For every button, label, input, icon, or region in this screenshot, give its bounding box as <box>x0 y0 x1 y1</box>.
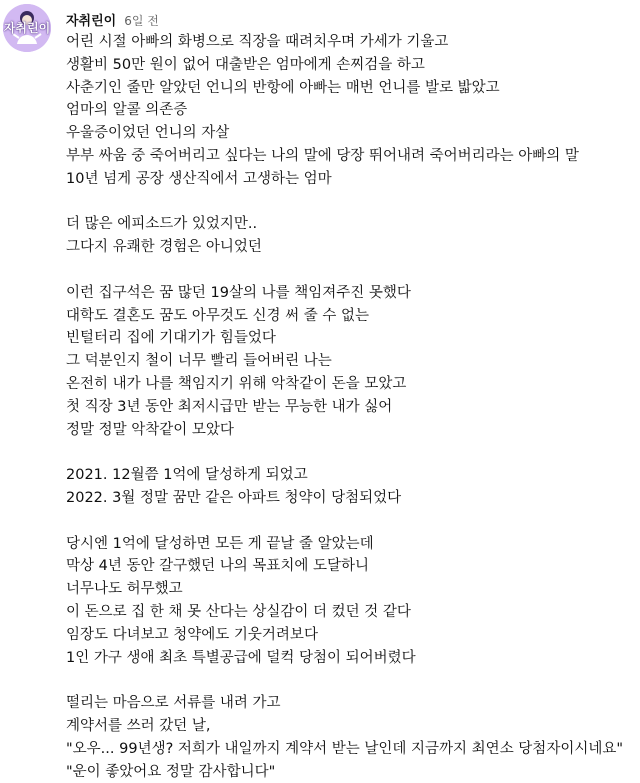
comment-line: 온전히 내가 나를 책임지기 위해 악착같이 돈을 모았고 <box>66 373 636 396</box>
comment-line: 엄마의 알콜 의존증 <box>66 99 636 122</box>
comment-line: 우울증이었던 언니의 자살 <box>66 122 636 145</box>
blank-line <box>66 191 636 214</box>
avatar-label: 자취린이 <box>3 19 51 36</box>
comment-line: 막상 4년 동안 갈구했던 나의 목표치에 도달하니 <box>66 555 636 578</box>
comment-line: 그다지 유쾌한 경험은 아니었던 <box>66 236 636 259</box>
comment-line: 2021. 12월쯤 1억에 달성하게 되었고 <box>66 464 636 487</box>
comment-line: 당시엔 1억에 달성하면 모든 게 끝날 줄 알았는데 <box>66 533 636 556</box>
comment-line: 대학도 결혼도 꿈도 아무것도 신경 써 줄 수 없는 <box>66 305 636 328</box>
comment-line: 사춘기인 줄만 알았던 언니의 반항에 아빠는 매번 언니를 발로 밟았고 <box>66 77 636 100</box>
comment-line: 그 덕분인지 철이 너무 빨리 들어버린 나는 <box>66 350 636 373</box>
blank-line <box>66 669 636 692</box>
author-avatar[interactable] <box>3 4 51 52</box>
comment-line: 이런 집구석은 꿈 많던 19살의 나를 책임져주진 못했다 <box>66 282 636 305</box>
comment-line: "운이 좋았어요 정말 감사합니다" <box>66 761 636 783</box>
comment-line: 떨리는 마음으로 서류를 내려 가고 <box>66 692 636 715</box>
blank-line <box>66 259 636 282</box>
comment-text <box>66 31 636 783</box>
comment-line: 생활비 50만 원이 없어 대출받은 엄마에게 손찌검을 하고 <box>66 54 636 77</box>
comment-line: 이 돈으로 집 한 채 못 산다는 상실감이 더 컸던 것 같다 <box>66 601 636 624</box>
comment-line: 어린 시절 아빠의 화병으로 직장을 때려치우며 가세가 기울고 <box>66 31 636 54</box>
comment-line: "오우... 99년생? 저희가 내일까지 계약서 받는 날인데 지금까지 최연소 당첨자이시네요" <box>66 738 636 761</box>
comment-line: 정말 정말 악착같이 모았다 <box>66 419 636 442</box>
comment-line: 더 많은 에피소드가 있었지만.. <box>66 213 636 236</box>
comment-line: 임장도 다녀보고 청약에도 기웃거려보다 <box>66 624 636 647</box>
comment-line: 2022. 3월 정말 꿈만 같은 아파트 청약이 당첨되었다 <box>66 487 636 510</box>
comment-line: 1인 가구 생애 최초 특별공급에 덜컥 당첨이 되어버렸다 <box>66 647 636 670</box>
comment-line: 부부 싸움 중 죽어버리고 싶다는 나의 말에 당장 뛰어내려 죽어버리라는 아빠의 말 <box>66 145 636 168</box>
blank-line <box>66 510 636 533</box>
comment-line: 계약서를 쓰러 갔던 날, <box>66 715 636 738</box>
author-name[interactable]: 자취린이 <box>66 10 116 29</box>
comment-header <box>66 10 159 28</box>
comment-line: 빈털터리 집에 기대기가 힘들었다 <box>66 327 636 350</box>
blank-line <box>66 441 636 464</box>
comment-timestamp[interactable]: 6일 전 <box>124 12 159 29</box>
comment-line: 첫 직장 3년 동안 최저시급만 받는 무능한 내가 싫어 <box>66 396 636 419</box>
comment-line: 10년 넘게 공장 생산직에서 고생하는 엄마 <box>66 168 636 191</box>
comment-line: 너무나도 허무했고 <box>66 578 636 601</box>
